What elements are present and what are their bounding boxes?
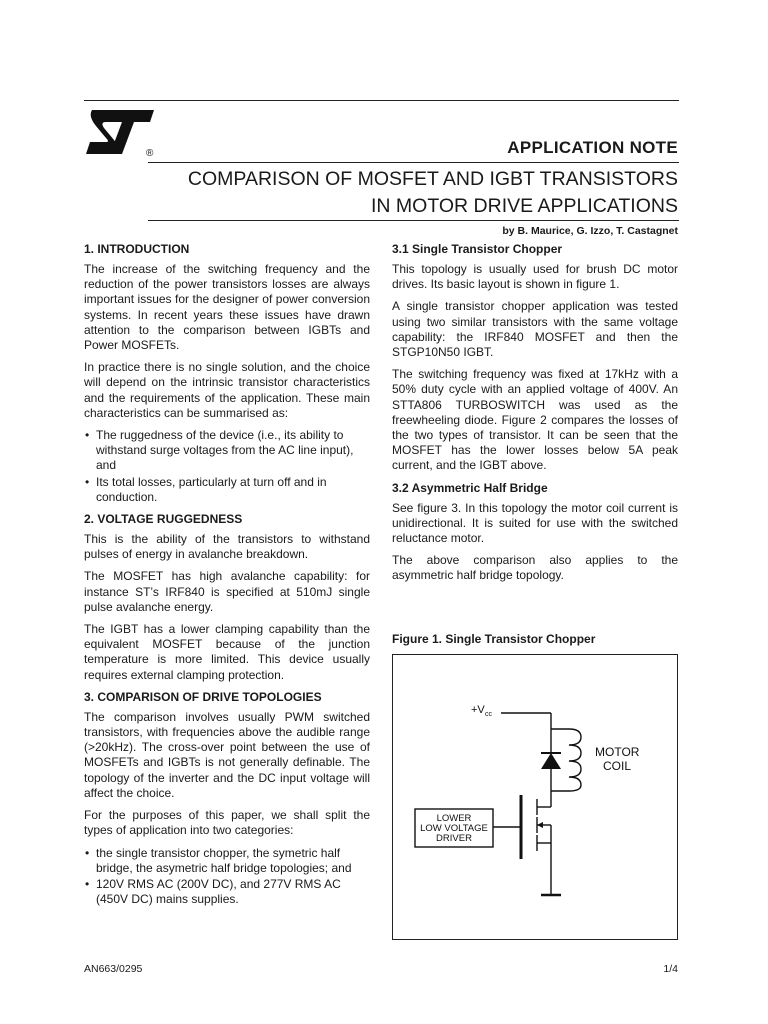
- authors: by B. Maurice, G. Izzo, T. Castagnet: [502, 225, 678, 237]
- transistor-arrow: [537, 822, 543, 828]
- title-rule: [148, 220, 679, 221]
- section-heading-drive-topologies: 3. COMPARISON OF DRIVE TOPOLOGIES: [84, 689, 322, 704]
- section-heading-voltage-ruggedness: 2. VOLTAGE RUGGEDNESS: [84, 512, 243, 527]
- paragraph: For the purposes of this paper, we shall split the types of application into two categories:: [84, 808, 370, 838]
- figure-caption: Figure 1. Single Transistor Chopper: [392, 632, 596, 646]
- paragraph: A single transistor chopper application was tested using two similar transistors with the same voltage capability: the IRF840 MOSFET and then the STGP10N50 IGBT.: [392, 299, 678, 360]
- section-heading-single-transistor-chopper: 3.1 Single Transistor Chopper: [392, 242, 563, 256]
- driver-label-2: LOW VOLTAGE: [420, 823, 488, 834]
- document-code: AN663/0295: [84, 963, 143, 975]
- motor-coil: [569, 729, 581, 791]
- circuit-diagram: [393, 655, 679, 941]
- header-rule: [148, 162, 679, 163]
- motor-label: MOTOR: [595, 745, 640, 759]
- coil-label: COIL: [603, 759, 632, 773]
- top-rule: [84, 100, 679, 101]
- vcc-subscript: cc: [485, 711, 492, 718]
- diode-icon: [541, 753, 561, 769]
- paragraph: The switching frequency was fixed at 17kHz with a 50% duty cycle with an applied voltage of 400V. An STTA806 TURBOSWITCH was used as the freewheeling diode. Figure 2 compares the losses of the two types of transistor. It can be seen that the MOSFET has the lower losses below 5A peak current, and the IGBT above.: [392, 367, 678, 473]
- right-column: [392, 242, 678, 591]
- list-item: • The ruggedness of the device (i.e., its ability to withstand surge voltages from the AC line input), and: [84, 428, 370, 474]
- driver-label-3: DRIVER: [436, 833, 472, 844]
- figure-1-circuit: [392, 654, 678, 940]
- paragraph: In practice there is no single solution, and the choice will depend on the intrinsic transistor characteristics and the requirements of the application. These main characteristics can be summarised as:: [84, 360, 370, 420]
- document-title: [118, 166, 678, 220]
- registered-mark: ®: [146, 148, 154, 158]
- paragraph: This topology is usually used for brush DC motor drives. Its basic layout is shown in figure 1.: [392, 262, 678, 292]
- paragraph: The IGBT has a lower clamping capability than the equivalent MOSFET because of the junction temperature is more limited. This device usually requires external clamping protection.: [84, 622, 370, 682]
- vcc-label: +V: [471, 704, 485, 716]
- page-number: 1/4: [663, 963, 678, 975]
- doc-type-label: APPLICATION NOTE: [507, 138, 678, 157]
- title-line-2: IN MOTOR DRIVE APPLICATIONS: [370, 195, 678, 217]
- list-item: • 120V RMS AC (200V DC), and 277V RMS AC (450V DC) mains supplies.: [84, 877, 370, 907]
- list-item: • the single transistor chopper, the symetric half bridge, the asymetric half bridge topologies; and: [84, 846, 370, 876]
- paragraph: The MOSFET has high avalanche capability: for instance ST’s IRF840 is specified at 510mJ single pulse avalanche energy.: [84, 569, 370, 614]
- st-logo: [84, 108, 162, 158]
- driver-label-1: LOWER: [436, 813, 472, 824]
- bullet-list: [84, 846, 370, 908]
- paragraph: The above comparison also applies to the asymmetric half bridge topology.: [392, 553, 678, 583]
- title-line-1: COMPARISON OF MOSFET AND IGBT TRANSISTORS: [187, 168, 678, 190]
- bullet-list: [84, 428, 370, 505]
- left-column: [84, 242, 370, 914]
- list-item: • Its total losses, particularly at turn off and in conduction.: [84, 475, 370, 505]
- paragraph: This is the ability of the transistors to withstand pulses of energy in avalanche breakdown.: [84, 532, 370, 562]
- section-heading-asymmetric-half-bridge: 3.2 Asymmetric Half Bridge: [392, 480, 548, 495]
- paragraph: The increase of the switching frequency and the reduction of the power transistors losses are always important issues for the designer of power conversion systems. In recent years these issues have drawn attention to the comparison between IGBTs and Power MOSFETs.: [84, 262, 370, 353]
- paragraph: See figure 3. In this topology the motor coil current is unidirectional. It is suited for use with the switched reluctance motor.: [392, 500, 678, 546]
- paragraph: The comparison involves usually PWM switched transistors, with frequencies above the audible range (>20kHz). The cross-over point between the use of MOSFETs and IGBTs is not generally definable. The topology of the inverter and the DC input voltage will affect the choice.: [84, 709, 370, 800]
- section-heading-introduction: 1. INTRODUCTION: [84, 242, 190, 256]
